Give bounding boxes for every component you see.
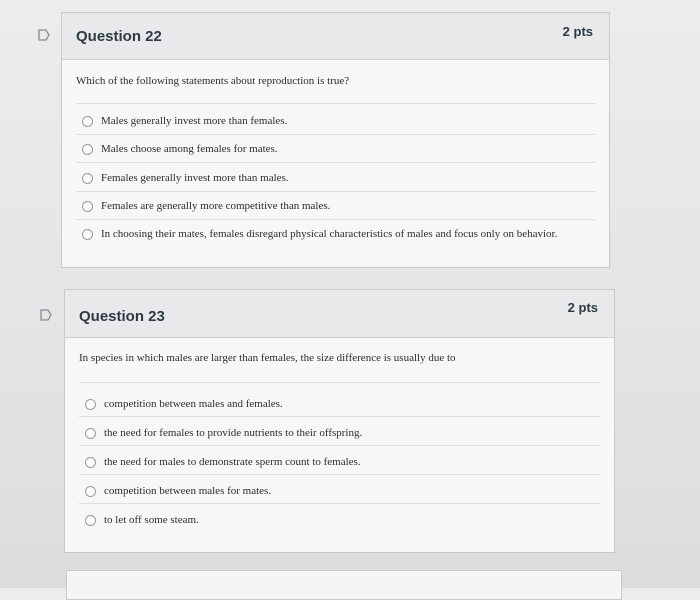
question-points: 2 pts: [562, 24, 593, 39]
radio-button[interactable]: [85, 486, 96, 497]
answer-option[interactable]: [79, 452, 600, 472]
answer-label: competition between males for mates.: [104, 485, 272, 497]
divider: [79, 503, 600, 504]
question-22-card: [61, 12, 610, 268]
divider: [76, 219, 595, 220]
answer-label: Females generally invest more than males.: [101, 172, 289, 184]
answer-option[interactable]: [79, 510, 600, 530]
radio-button[interactable]: [85, 399, 96, 410]
answer-label: to let off some steam.: [104, 514, 199, 526]
question-prompt: Which of the following statements about reproduction is true?: [76, 75, 350, 87]
answer-option[interactable]: [76, 196, 595, 216]
radio-button[interactable]: [85, 428, 96, 439]
bookmark-icon[interactable]: [40, 309, 52, 321]
radio-button[interactable]: [82, 201, 93, 212]
question-title: Question 23: [79, 308, 165, 325]
answer-label: the need for males to demonstrate sperm count to females.: [104, 456, 361, 468]
question-points: 2 pts: [567, 300, 598, 315]
divider: [79, 382, 600, 383]
next-question-card: [66, 570, 622, 600]
answer-option[interactable]: [79, 481, 600, 501]
divider: [79, 445, 600, 446]
answer-label: competition between males and females.: [104, 398, 283, 410]
divider: [76, 134, 595, 135]
answer-option[interactable]: [76, 224, 595, 244]
question-header: [62, 13, 609, 60]
answer-option[interactable]: [76, 139, 595, 159]
divider: [79, 416, 600, 417]
divider: [76, 103, 595, 104]
answer-option[interactable]: [76, 168, 595, 188]
answer-label: Males choose among females for mates.: [101, 143, 278, 155]
answer-label: Males generally invest more than females.: [101, 115, 288, 127]
bookmark-icon[interactable]: [38, 29, 50, 41]
answer-option[interactable]: [79, 423, 600, 443]
radio-button[interactable]: [85, 515, 96, 526]
radio-button[interactable]: [85, 457, 96, 468]
radio-button[interactable]: [82, 173, 93, 184]
question-23-card: [64, 289, 615, 553]
answer-option[interactable]: [79, 394, 600, 414]
answer-label: Females are generally more competitive than males.: [101, 200, 331, 212]
answer-label: the need for females to provide nutrients to their offspring.: [104, 427, 363, 439]
radio-button[interactable]: [82, 144, 93, 155]
divider: [76, 191, 595, 192]
radio-button[interactable]: [82, 116, 93, 127]
question-title: Question 22: [76, 28, 162, 45]
question-prompt: In species in which males are larger than females, the size difference is usually due to: [79, 352, 456, 364]
radio-button[interactable]: [82, 229, 93, 240]
divider: [79, 474, 600, 475]
divider: [76, 162, 595, 163]
question-header: [65, 290, 614, 338]
answer-label: In choosing their mates, females disregard physical characteristics of males and focus only on behavior.: [101, 228, 558, 240]
answer-option[interactable]: [76, 111, 595, 131]
